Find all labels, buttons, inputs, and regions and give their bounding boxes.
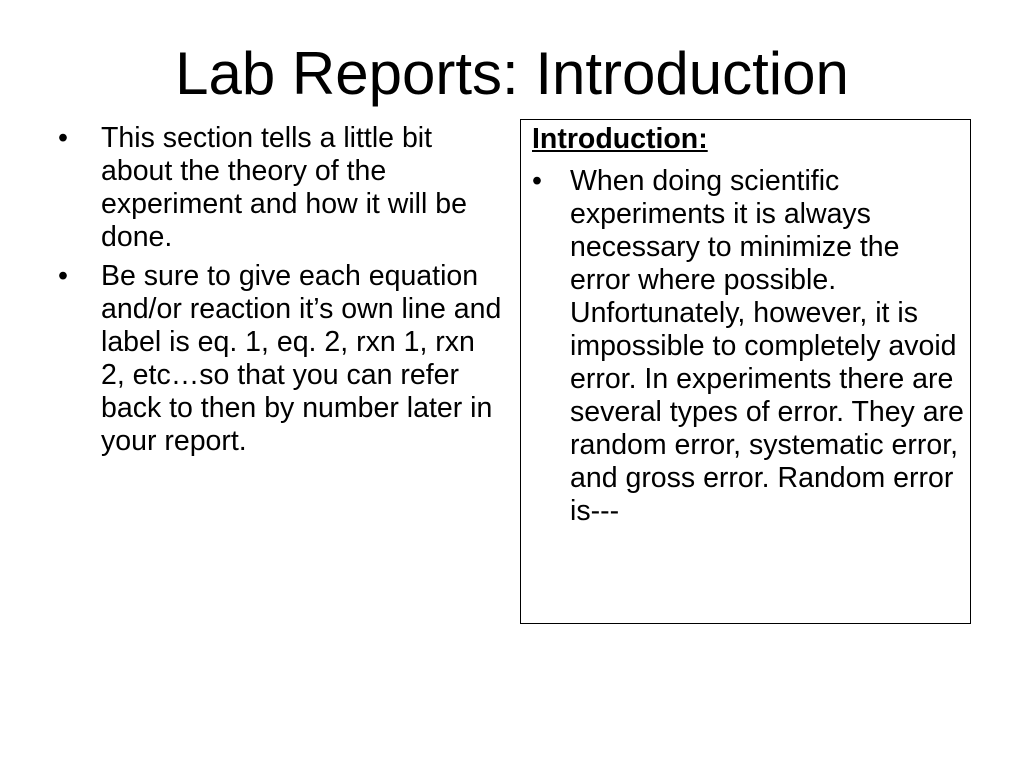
- bullet-marker: •: [532, 165, 542, 197]
- introduction-bullet-item: [532, 165, 964, 528]
- bullet-text: Be sure to give each equation and/or reaction it’s own line and label is eq. 1, eq. 2, rxn 1, rxn 2, etc…so that you can refer back to then by number later in your report.: [101, 260, 502, 457]
- introduction-heading: Introduction:: [532, 123, 708, 155]
- introduction-text-box: [520, 119, 971, 624]
- left-bullet-item: [58, 122, 503, 254]
- slide-title: Lab Reports: Introduction: [175, 40, 849, 107]
- introduction-bullet-list: [532, 165, 964, 528]
- bullet-marker: •: [58, 260, 68, 292]
- bullet-text: This section tells a little bit about the theory of the experiment and how it will be done.: [101, 122, 467, 253]
- bullet-marker: •: [58, 122, 68, 154]
- left-bullet-item: [58, 260, 503, 458]
- bullet-text: When doing scientific experiments it is always necessary to minimize the error where possible. Unfortunately, however, it is impossible to completely avoid error. In experiments there are several types of error. They are random error, systematic error, and gross error. Random error is---: [570, 165, 964, 527]
- left-bullet-list: [58, 122, 503, 464]
